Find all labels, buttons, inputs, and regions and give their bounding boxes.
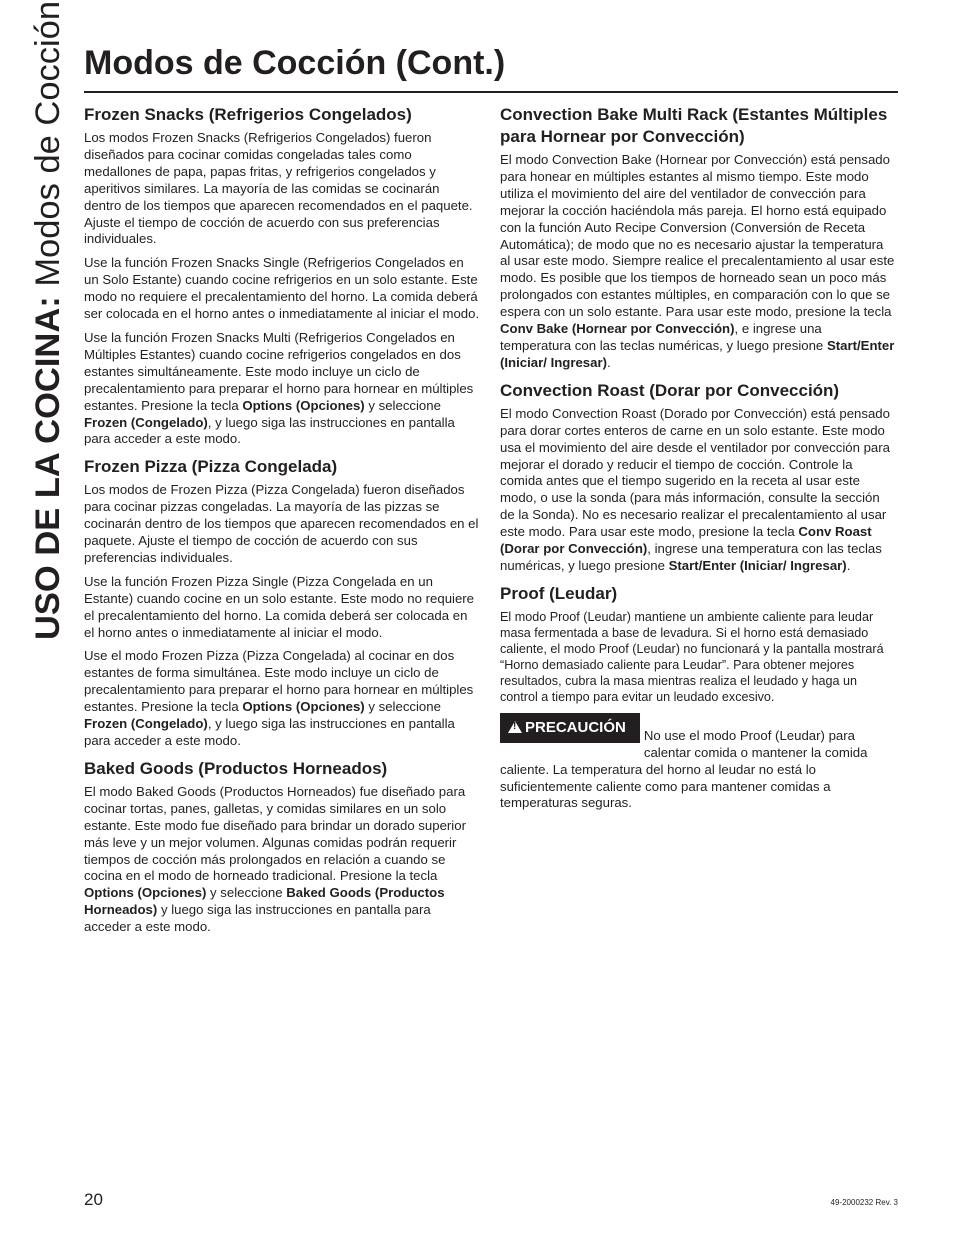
text-run: El modo Baked Goods (Productos Horneados) fue diseñado para cocinar tortas, panes, galletas, y comidas similares en un solo estante. Este modo fue diseñado para brindar un dorado superior más leve y un mejor volumen. Algunas comidas podrán requerir tiempos de cocción más prolongados en relación a cuando se cocina en el modo de horneado tradicional. Presione la tecla [84, 783, 466, 884]
paragraph: Los modos de Frozen Pizza (Pizza Congelada) fueron diseñados para cocinar pizzas congeladas. La mayoría de las pizzas se cocinarán dentro de los tiempos que aparecen recomendados en el paquete. Ajuste el tiempo de cocción de acuerdo con sus preferencias individuales. [84, 482, 479, 565]
key-name: Conv Roast (Dorar por Convección) [500, 524, 872, 557]
section-proof [500, 583, 896, 705]
key-name: Baked Goods (Productos Horneados) [84, 885, 445, 918]
paragraph: Use la función Frozen Snacks Single (Refrigerios Congelados en un Solo Estante) cuando cocine refrigerios en un solo estante. Este modo no requiere el precalentamiento del horno. La comida deberá ser colocada en el horno antes o inmediatamente al iniciar el modo. [84, 255, 480, 322]
paragraph [500, 406, 896, 575]
text-run: . [846, 557, 851, 573]
heading-proof: Proof (Leudar) [500, 583, 618, 603]
side-tab [22, 0, 74, 640]
caution-badge [500, 713, 640, 743]
key-name: Conv Bake (Hornear por Convección) [500, 321, 735, 337]
heading-convection-bake: Convection Bake Multi Rack (Estantes Múltiples para Hornear por Convección) [500, 105, 888, 146]
paragraph [500, 152, 896, 372]
paragraph: El modo Proof (Leudar) mantiene un ambiente caliente para leudar masa fermentada a base de levadura. Si el horno está demasiado caliente, el modo Proof (Leudar) no funcionará y la pantalla mostrará “Horno demasiado caliente para Leudar”. Para obtener mejores resultados, cubra la masa mientras realiza el leudado y haga un control a tiempo para evitar un leudado excesivo. [500, 609, 884, 704]
paragraph: Use la función Frozen Pizza Single (Pizza Congelada en un Estante) cuando cocine en un solo estante. Este modo no requiere el precalentamiento del horno. La comida deberá ser colocada en el horno antes o inmediatamente al iniciar el modo. [84, 573, 475, 640]
left-column [84, 104, 480, 944]
page-number: 20 [84, 1190, 103, 1209]
key-name: Start/Enter (Iniciar/ Ingresar) [500, 337, 895, 370]
text-run: . [607, 354, 611, 370]
text-run: , e ingrese una temperatura con las teclas numéricas, y luego presione [500, 321, 827, 353]
key-name: Frozen (Congelado) [84, 414, 208, 430]
text-run: y luego siga las instrucciones en pantalla para acceder a este modo. [84, 902, 431, 935]
section-frozen-snacks [84, 104, 480, 448]
document-code: 49-2000232 Rev. 3 [830, 1198, 898, 1207]
title-divider [84, 91, 898, 93]
heading-frozen-snacks: Frozen Snacks (Refrigerios Congelados) [84, 105, 412, 124]
page-title: Modos de Cocción (Cont.) [84, 44, 506, 82]
section-convection-bake [500, 104, 896, 372]
key-name: Options (Opciones) [242, 397, 365, 413]
right-column [500, 104, 896, 819]
paragraph [84, 648, 480, 749]
caution-label: PRECAUCIÓN [525, 718, 626, 736]
section-convection-roast [500, 380, 896, 575]
heading-baked-goods: Baked Goods (Productos Horneados) [84, 758, 388, 778]
key-name: Frozen (Congelado) [84, 716, 208, 732]
warning-triangle-icon [508, 721, 522, 733]
key-name: Options (Opciones) [84, 885, 207, 901]
text-run: El modo Convection Roast (Dorado por Convección) está pensado para dorar cortes enteros de carne en un solo estante. Este modo usa el movimiento del aire desde el ventilador por convección para mejorar el dorado y reducir el tiempo de cocción. Controle la comida antes que el tiempo sugerido en la receta al usar este modo, o use la sonda (para más información, consulte la sección de la Sonda). No es necesario realizar el precalentamiento al usar este modo. Para usar este modo, presione la tecla [500, 405, 890, 540]
heading-frozen-pizza: Frozen Pizza (Pizza Congelada) [84, 457, 338, 477]
text-run: y seleccione [364, 699, 441, 715]
text-run: , ingrese una temperatura con las teclas numéricas, y luego presione [500, 541, 882, 573]
text-run: y seleccione [206, 885, 287, 901]
text-run: El modo Convection Bake (Hornear por Convección) está pensado para honear en múltiples estantes al mismo tiempo. Este modo utiliza el movimiento del aire del ventilador de convección para mejorar la cocción haciéndola más pareja. El horno está equipado con la función Auto Recipe Conversion (Conversión de Receta Automática); de modo que no es necesario ajustar la temperatura al usar este modo. Siempre realice el precalentamiento al usar este modo. Es posible que los tiempos de horneado sean un poco más prolongados con estantes múltiples, en comparación con lo que se espera con un solo estante. Para usar este modo, presione la tecla [500, 152, 895, 320]
paragraph [84, 784, 480, 936]
key-name: Start/Enter (Iniciar/ Ingresar) [668, 557, 847, 573]
section-baked-goods [84, 758, 480, 936]
text-run: Use la función Frozen Snacks Multi (Refrigerios Congelados en Múltiples Estantes) cuando cocine refrigerios congelados en dos estantes simultáneamente. Este modo incluye un ciclo de precalentamiento para preparar el horno para hornear en múltiples estantes. Presione la tecla [84, 329, 474, 413]
text-run: , y luego siga las instrucciones en pantalla para acceder a este modo. [84, 716, 455, 748]
text-run: y seleccione [364, 397, 441, 413]
side-tab-light: Modos de Cocción [29, 0, 67, 297]
paragraph: Los modos Frozen Snacks (Refrigerios Congelados) fueron diseñados para cocinar comidas congeladas tales como medallones de papa, papas fritas, y refrigerios congelados y aperitivos similares. La mayoría de las comidas se cocinarán dentro de los tiempos que aparecen recomendados en el paquete. Ajuste el tiempo de cocción de acuerdo con sus preferencias individuales. [84, 130, 473, 247]
caution-note [500, 713, 896, 813]
paragraph [84, 330, 480, 448]
section-frozen-pizza [84, 456, 480, 750]
caution-text: No use el modo Proof (Leudar) para calentar comida o mantener la comida caliente. La temperatura del horno al leudar no está lo suficientemente caliente como para mantener comidas a temperaturas seguras. [500, 727, 868, 811]
text-run: Use el modo Frozen Pizza (Pizza Congelada) al cocinar en dos estantes de forma simultánea. Este modo incluye un ciclo de precalentamiento para preparar el horno para hornear en múltiples estantes. Presione la tecla [84, 648, 474, 715]
text-run: , y luego siga las instrucciones en pantalla para acceder a este modo. [84, 414, 455, 447]
side-tab-label [22, 0, 74, 640]
heading-convection-roast: Convection Roast (Dorar por Convección) [500, 380, 840, 400]
side-tab-bold: USO DE LA COCINA: [29, 296, 67, 640]
key-name: Options (Opciones) [242, 699, 365, 715]
